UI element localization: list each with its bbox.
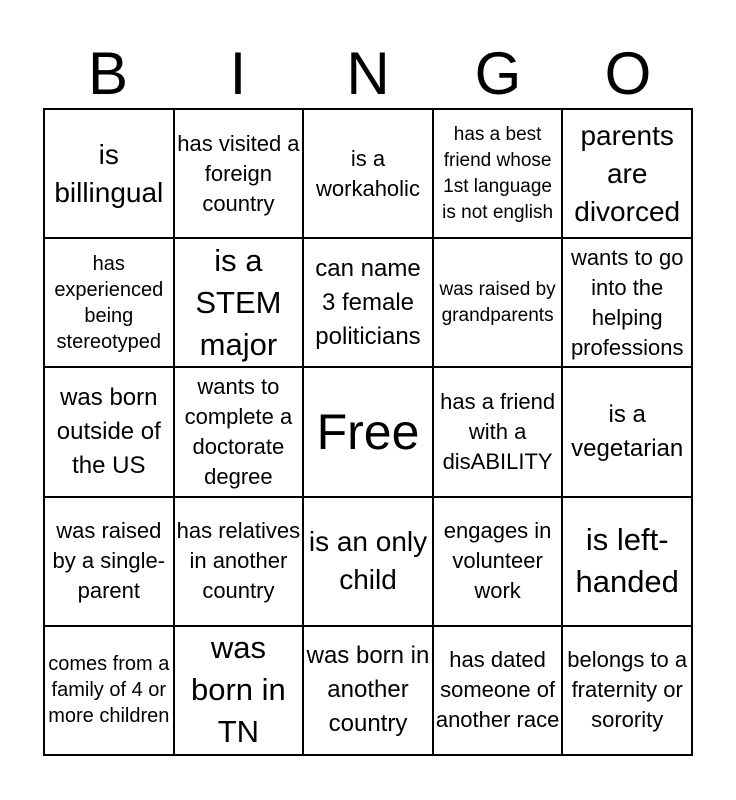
bingo-cell[interactable] — [563, 627, 693, 756]
cell-text: was born outside of the US — [56, 383, 161, 479]
bingo-cell[interactable] — [45, 498, 175, 627]
bingo-cell[interactable] — [563, 498, 693, 627]
bingo-cell[interactable] — [175, 110, 305, 239]
cell-text: can name 3 female politicians — [315, 254, 421, 350]
bingo-cell[interactable] — [175, 368, 305, 497]
bingo-cell[interactable] — [434, 498, 564, 627]
bingo-cell[interactable] — [434, 627, 564, 756]
bingo-cell[interactable] — [175, 239, 305, 368]
bingo-cell[interactable] — [304, 627, 434, 756]
cell-text: was raised by a single-parent — [52, 518, 166, 604]
header-letter-n: N — [346, 40, 390, 107]
bingo-cell[interactable] — [45, 627, 175, 756]
cell-text: belongs to a fraternity or sorority — [567, 647, 688, 733]
cell-text: has a friend with a disABILITY — [440, 388, 556, 474]
bingo-cell[interactable] — [304, 239, 434, 368]
cell-text: is a vegetarian — [571, 400, 684, 462]
header-letter-b: B — [87, 40, 129, 107]
header-letter-i: I — [229, 40, 247, 107]
header-letter-g: G — [474, 40, 522, 107]
cell-text: wants to complete a doctorate degree — [184, 373, 293, 489]
bingo-grid — [43, 108, 693, 756]
bingo-cell[interactable] — [434, 239, 564, 368]
cell-text: was born in another country — [306, 642, 430, 738]
bingo-cell[interactable] — [304, 110, 434, 239]
cell-text: is left-handed — [575, 522, 679, 600]
bingo-cell[interactable] — [563, 110, 693, 239]
bingo-cell[interactable] — [45, 110, 175, 239]
cell-text: is a STEM major — [195, 242, 282, 362]
bingo-cell[interactable] — [175, 498, 305, 627]
bingo-cell[interactable] — [304, 498, 434, 627]
bingo-cell[interactable] — [45, 239, 175, 368]
cell-text: has dated someone of another race — [435, 647, 560, 733]
cell-text: is an only child — [308, 526, 428, 596]
bingo-header — [43, 40, 693, 108]
cell-text: has a best friend whose 1st language is not english — [442, 123, 554, 223]
cell-text: is a workaholic — [316, 145, 420, 201]
cell-text: comes from a family of 4 or more children — [48, 653, 170, 728]
bingo-cell[interactable] — [175, 627, 305, 756]
header-letter-o: O — [604, 40, 652, 107]
cell-text: has relatives in another country — [176, 518, 301, 604]
bingo-cell[interactable] — [45, 368, 175, 497]
cell-text: is billingual — [54, 138, 164, 208]
cell-text: wants to go into the helping professions — [570, 244, 684, 360]
cell-text: parents are divorced — [574, 119, 681, 227]
bingo-cell[interactable] — [563, 239, 693, 368]
cell-text: has visited a foreign country — [177, 130, 300, 216]
free-space-cell[interactable] — [304, 368, 434, 497]
cell-text: was born in TN — [190, 630, 286, 750]
bingo-cell[interactable] — [563, 368, 693, 497]
cell-text: engages in volunteer work — [443, 518, 552, 604]
bingo-cell[interactable] — [434, 110, 564, 239]
cell-text: Free — [316, 403, 420, 460]
cell-text: has experienced being stereotyped — [54, 252, 164, 353]
cell-text: was raised by grandparents — [439, 278, 556, 326]
bingo-cell[interactable] — [434, 368, 564, 497]
